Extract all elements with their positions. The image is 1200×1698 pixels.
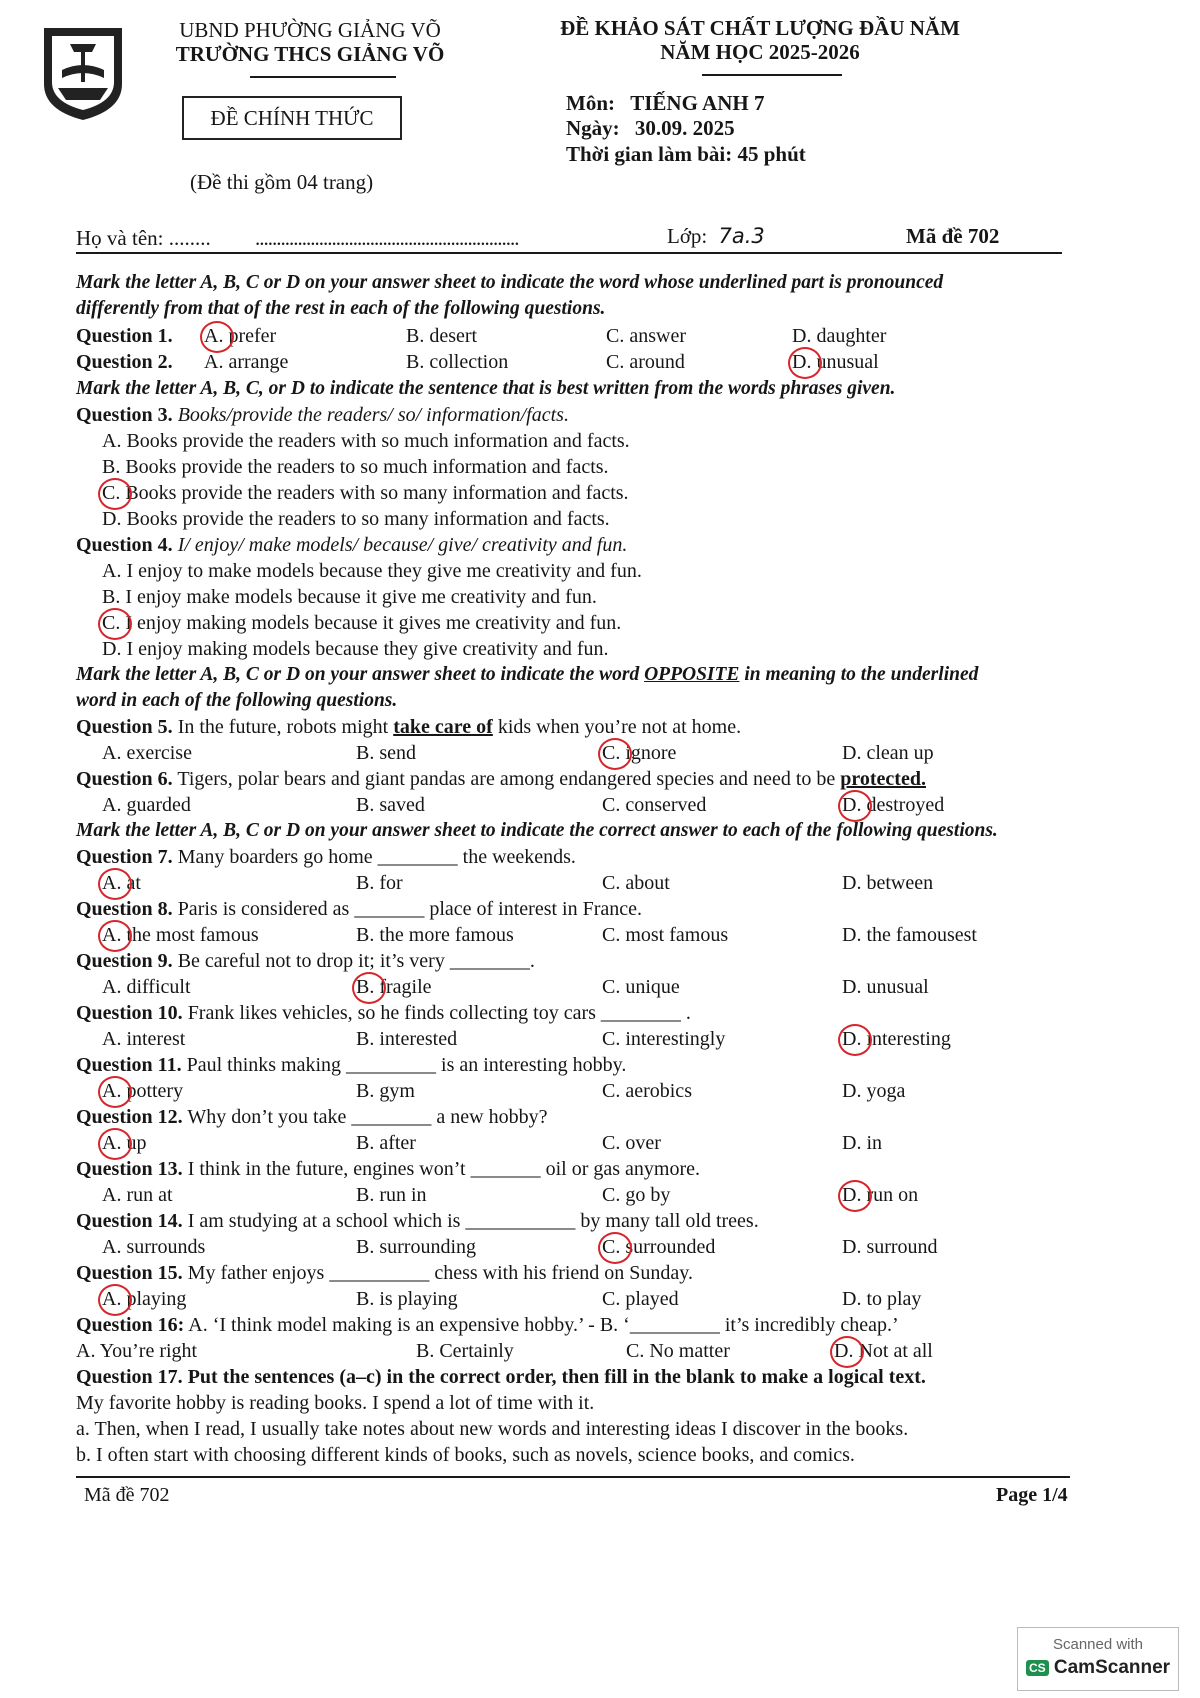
question-2 <box>76 349 1066 375</box>
question-text-pre: Tigers, polar bears and giant pandas are among endangered species and need to be <box>177 768 841 790</box>
school-name: TRƯỜNG THCS GIẢNG VÕ <box>175 42 445 66</box>
option-b[interactable]: B. surrounding <box>356 1236 476 1258</box>
option-a[interactable]: A. pottery <box>102 1080 184 1102</box>
question-7-options <box>76 870 1066 896</box>
option-b[interactable]: B. for <box>356 872 403 894</box>
question-14-options <box>76 1234 1066 1260</box>
name-label: Họ và tên: ........ <box>76 226 211 250</box>
option-c[interactable]: C. over <box>602 1132 661 1154</box>
option-c[interactable]: C. surrounded <box>602 1236 716 1258</box>
question-16-options <box>76 1338 1066 1364</box>
question-text: I am studying at a school which is ___________ by many tall old trees. <box>187 1210 759 1232</box>
question-7 <box>76 844 576 870</box>
option-a[interactable]: A. exercise <box>102 742 192 764</box>
question-label: Question 13. <box>76 1158 183 1180</box>
passage-line-b: b. I often start with choosing different kinds of books, such as novels, science books, and comics. <box>76 1444 855 1466</box>
question-5-options <box>76 740 1066 766</box>
underlined-phrase: protected. <box>840 768 926 790</box>
option-b[interactable]: B. I enjoy make models because it give me creativity and fun. <box>102 586 597 608</box>
answer-circle <box>838 1180 872 1212</box>
option-b[interactable]: B. the more famous <box>356 924 514 946</box>
option-a[interactable]: A. up <box>102 1132 147 1154</box>
question-label: Question 6. <box>76 768 173 790</box>
option-a[interactable]: A. difficult <box>102 976 191 998</box>
date-row <box>566 116 735 141</box>
question-11 <box>76 1052 626 1078</box>
camscanner-watermark <box>1017 1627 1179 1691</box>
option-b[interactable]: B. Certainly <box>416 1340 514 1362</box>
time-limit: Thời gian làm bài: 45 phút <box>566 142 806 166</box>
passage-line-a: a. Then, when I read, I usually take notes about new words and interesting ideas I discover in the books. <box>76 1418 909 1440</box>
option-d[interactable]: D. interesting <box>842 1028 951 1050</box>
question-text: My father enjoys __________ chess with his friend on Sunday. <box>187 1262 693 1284</box>
date-value: 30.09. 2025 <box>634 116 735 140</box>
question-label: Question 8. <box>76 898 173 920</box>
option-b[interactable]: B. fragile <box>356 976 432 998</box>
option-c[interactable]: C. conserved <box>602 794 707 816</box>
option-c[interactable]: C. Books provide the readers with so many information and facts. <box>102 482 629 504</box>
question-13-options <box>76 1182 1066 1208</box>
question-text: Be careful not to drop it; it’s very ________. <box>177 950 535 972</box>
instruction-3-line2: word in each of the following questions. <box>76 690 398 711</box>
option-a[interactable]: A. surrounds <box>102 1236 206 1258</box>
question-8 <box>76 896 642 922</box>
question-label: Question 10. <box>76 1002 183 1024</box>
question-label: Question 2. <box>76 351 173 373</box>
school-logo-icon <box>40 22 126 122</box>
option-d[interactable]: D. to play <box>842 1288 922 1310</box>
option-c[interactable]: C. I enjoy making models because it gives me creativity and fun. <box>102 612 622 634</box>
subject-value: TIẾNG ANH 7 <box>630 91 765 115</box>
option-a[interactable]: A. You’re right <box>76 1340 198 1362</box>
option-b[interactable]: B. send <box>356 742 416 764</box>
subject-label: Môn: <box>566 91 615 115</box>
option-c[interactable]: C. aerobics <box>602 1080 692 1102</box>
option-b[interactable]: B. Books provide the readers to so much information and facts. <box>102 456 609 478</box>
option-b[interactable]: B. saved <box>356 794 425 816</box>
question-9-options <box>76 974 1066 1000</box>
question-14 <box>76 1208 759 1234</box>
option-d[interactable]: D. between <box>842 872 934 894</box>
option-b[interactable]: B. is playing <box>356 1288 458 1310</box>
question-label: Question 4. <box>76 534 173 556</box>
answer-circle <box>838 1024 872 1056</box>
class-row <box>667 224 765 249</box>
option-d[interactable]: D. daughter <box>792 325 887 347</box>
option-a[interactable]: A. Books provide the readers with so much information and facts. <box>102 430 630 452</box>
option-b[interactable]: B. gym <box>356 1080 415 1102</box>
option-c[interactable]: C. answer <box>606 325 686 347</box>
question-12-options <box>76 1130 1066 1156</box>
option-a[interactable]: A. playing <box>102 1288 187 1310</box>
camscanner-brand-text: CamScanner <box>1053 1657 1171 1678</box>
question-15-options <box>76 1286 1066 1312</box>
option-a[interactable]: A. at <box>102 872 141 894</box>
option-c[interactable]: C. No matter <box>626 1340 730 1362</box>
option-d[interactable]: D. clean up <box>842 742 934 764</box>
question-6 <box>76 766 926 792</box>
question-5 <box>76 714 741 740</box>
option-c[interactable]: C. interestingly <box>602 1028 726 1050</box>
question-label: Question 14. <box>76 1210 183 1232</box>
option-d[interactable]: D. the famousest <box>842 924 977 946</box>
instruction-3-post: in meaning to the underlined <box>739 664 979 685</box>
name-dots[interactable]: .............................................................. <box>255 226 519 250</box>
option-d[interactable]: D. Books provide the readers to so many information and facts. <box>102 508 610 530</box>
option-c[interactable]: C. most famous <box>602 924 729 946</box>
question-label: Question 15. <box>76 1262 183 1284</box>
option-b[interactable]: B. interested <box>356 1028 458 1050</box>
question-8-options <box>76 922 1066 948</box>
footer-divider <box>76 1476 1070 1478</box>
question-label: Question 7. <box>76 846 173 868</box>
instruction-3-key: OPPOSITE <box>644 664 740 685</box>
question-3 <box>76 402 569 428</box>
school-year: NĂM HỌC 2025-2026 <box>660 40 860 64</box>
question-text: Frank likes vehicles, so he finds collecting toy cars ________ . <box>187 1002 691 1024</box>
question-15 <box>76 1260 693 1286</box>
question-label: Question 9. <box>76 950 173 972</box>
option-a[interactable]: A. interest <box>102 1028 186 1050</box>
scanned-with-text: Scanned with <box>1052 1636 1144 1653</box>
underlined-phrase: take care of <box>393 716 493 738</box>
footer-code: Mã đề 702 <box>84 1484 170 1506</box>
option-d[interactable]: D. surround <box>842 1236 938 1258</box>
option-b[interactable]: B. run in <box>356 1184 427 1206</box>
instruction-3 <box>76 662 978 688</box>
answer-circle <box>788 347 822 379</box>
question-6-options <box>76 792 1066 818</box>
question-label: Question 17. <box>76 1366 183 1388</box>
option-d[interactable]: D. I enjoy making models because they give creativity and fun. <box>102 638 609 660</box>
question-text: Many boarders go home ________ the weekends. <box>177 846 576 868</box>
option-c[interactable]: C. unique <box>602 976 680 998</box>
question-text-pre: In the future, robots might <box>177 716 394 738</box>
exam-title: ĐỀ KHẢO SÁT CHẤT LƯỢNG ĐẦU NĂM <box>560 16 960 40</box>
header-divider-left <box>250 76 396 78</box>
pages-note: (Đề thi gồm 04 trang) <box>190 170 374 194</box>
question-text: Paul thinks making _________ is an interesting hobby. <box>186 1054 627 1076</box>
question-prompt: Books/provide the readers/ so/ information/facts. <box>177 404 569 426</box>
instruction-1-line2: differently from that of the rest in each of the following questions. <box>76 298 606 319</box>
option-b[interactable]: B. collection <box>406 351 509 373</box>
option-c[interactable]: C. go by <box>602 1184 671 1206</box>
option-a[interactable]: A. the most famous <box>102 924 259 946</box>
question-label: Question 16: <box>76 1314 185 1336</box>
option-a[interactable]: A. I enjoy to make models because they give me creativity and fun. <box>102 560 642 582</box>
question-body <box>76 270 1066 1500</box>
class-value[interactable]: 7a.3 <box>718 224 765 248</box>
option-d[interactable]: D. run on <box>842 1184 919 1206</box>
option-b[interactable]: B. desert <box>406 325 478 347</box>
question-text: Paris is considered as _______ place of interest in France. <box>177 898 643 920</box>
question-10 <box>76 1000 691 1026</box>
option-a[interactable]: A. guarded <box>102 794 191 816</box>
question-text: I think in the future, engines won’t _______ oil or gas anymore. <box>187 1158 701 1180</box>
question-10-options <box>76 1026 1066 1052</box>
header-divider-right <box>702 74 842 76</box>
option-a[interactable]: A. run at <box>102 1184 173 1206</box>
question-text: A. ‘I think model making is an expensive hobby.’ - B. ‘_________ it’s incredibly cheap.’ <box>188 1314 899 1336</box>
option-a[interactable]: A. prefer <box>204 325 277 347</box>
option-c[interactable]: C. about <box>602 872 670 894</box>
question-12 <box>76 1104 547 1130</box>
class-label: Lớp: <box>667 224 708 248</box>
instruction-3-pre: Mark the letter A, B, C or D on your answer sheet to indicate the word <box>76 664 645 685</box>
option-d[interactable]: D. yoga <box>842 1080 906 1102</box>
instruction-4: Mark the letter A, B, C or D on your answer sheet to indicate the correct answer to each of the following questions. <box>76 820 998 841</box>
option-d[interactable]: D. in <box>842 1132 882 1154</box>
exam-code: Mã đề 702 <box>906 224 1000 248</box>
question-label: Question 1. <box>76 325 173 347</box>
official-label: ĐỀ CHÍNH THỨC <box>182 96 402 140</box>
option-d[interactable]: D. unusual <box>792 351 879 373</box>
question-text-post: kids when you’re not at home. <box>492 716 742 738</box>
footer-page: Page 1/4 <box>996 1484 1068 1506</box>
option-a[interactable]: A. arrange <box>204 351 289 373</box>
question-16 <box>76 1312 899 1338</box>
subject-row <box>566 91 764 116</box>
option-b[interactable]: B. after <box>356 1132 416 1154</box>
option-d[interactable]: D. Not at all <box>834 1340 933 1362</box>
option-c[interactable]: C. played <box>602 1288 679 1310</box>
camscanner-brand <box>1018 1657 1178 1679</box>
option-c[interactable]: C. ignore <box>602 742 677 764</box>
student-divider <box>76 252 1062 254</box>
question-9 <box>76 948 535 974</box>
ward-name: UBND PHƯỜNG GIẢNG VÕ <box>179 18 441 42</box>
option-d[interactable]: D. destroyed <box>842 794 945 816</box>
camscanner-logo-icon: CS <box>1026 1660 1049 1676</box>
question-13 <box>76 1156 700 1182</box>
question-label: Question 5. <box>76 716 173 738</box>
date-label: Ngày: <box>566 116 620 140</box>
option-c[interactable]: C. around <box>606 351 685 373</box>
question-text: Why don’t you take ________ a new hobby? <box>187 1106 548 1128</box>
question-label: Question 3. <box>76 404 173 426</box>
question-text: Put the sentences (a–c) in the correct order, then fill in the blank to make a logical text. <box>187 1366 926 1388</box>
passage-line-1: My favorite hobby is reading books. I spend a lot of time with it. <box>76 1392 595 1414</box>
instruction-2: Mark the letter A, B, C, or D to indicate the sentence that is best written from the words phrases given. <box>76 378 896 399</box>
instruction-1-line1: Mark the letter A, B, C or D on your answer sheet to indicate the word whose underlined part is pronounced <box>76 272 944 293</box>
question-11-options <box>76 1078 1066 1104</box>
option-d[interactable]: D. unusual <box>842 976 929 998</box>
question-label: Question 12. <box>76 1106 183 1128</box>
question-4 <box>76 532 627 558</box>
question-label: Question 11. <box>76 1054 182 1076</box>
question-17 <box>76 1364 926 1390</box>
question-1 <box>76 323 1066 349</box>
question-prompt: I/ enjoy/ make models/ because/ give/ creativity and fun. <box>177 534 628 556</box>
